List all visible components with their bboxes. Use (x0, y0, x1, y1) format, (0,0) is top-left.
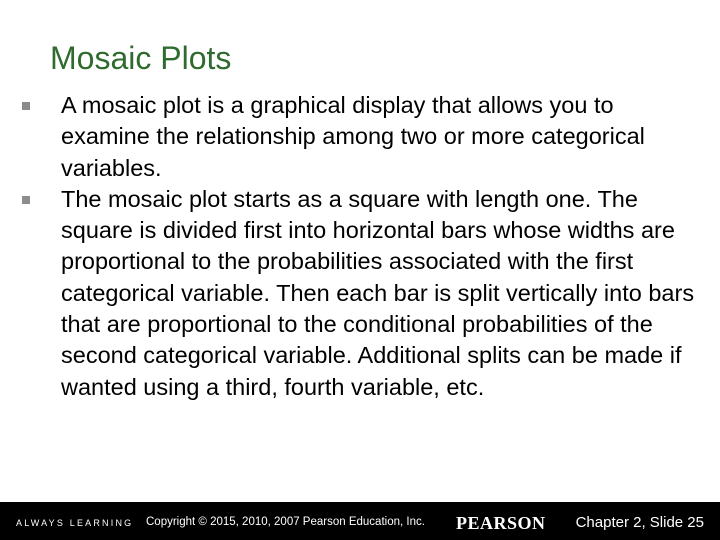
square-bullet-icon (22, 102, 30, 110)
slide-number: Chapter 2, Slide 25 (575, 514, 704, 531)
bullet-list (18, 90, 708, 403)
bullet-item (18, 184, 708, 403)
bullet-item (18, 90, 708, 184)
slide-title: Mosaic Plots (50, 40, 232, 76)
bullet-text: The mosaic plot starts as a square with length one. The square is divided first into horizontal bars whose widths are proportional to the probabilities associated with the first categorical variable. Then each bar is split vertically into bars that are proportional to the conditional probabilities of the second categorical variable. Additional splits can be made if wanted using a third, fourth variable, etc. (61, 185, 695, 400)
bullet-text: A mosaic plot is a graphical display that allows you to examine the relationship among two or more categorical variables. (61, 92, 645, 181)
square-bullet-icon (22, 196, 30, 204)
pearson-logo: PEARSON (456, 513, 546, 533)
copyright-text: Copyright © 2015, 2010, 2007 Pearson Education, Inc. (146, 516, 425, 528)
footer-bar (0, 502, 720, 540)
footer-tagline: ALWAYS LEARNING (16, 518, 134, 528)
